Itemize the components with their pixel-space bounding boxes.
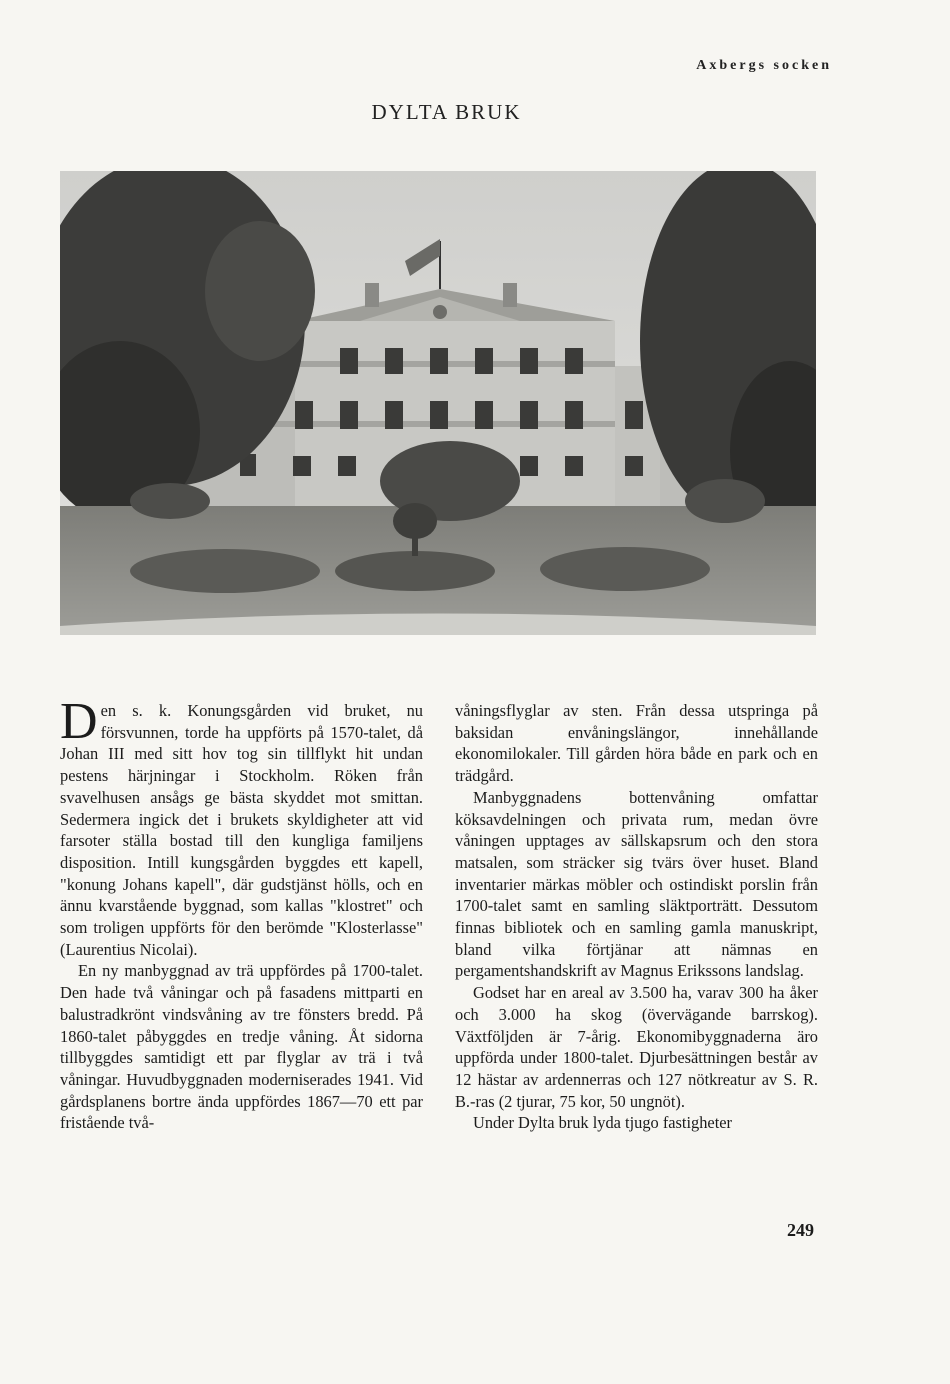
page-number: 249 bbox=[787, 1220, 814, 1240]
left-paragraph-1 bbox=[60, 693, 423, 960]
right-paragraph-4: Under Dylta bruk lyda tjugo fastigheter bbox=[473, 1113, 732, 1133]
left-paragraph-2: En ny manbyggnad av trä uppfördes på 1700-talet. Den hade två våningar och på fasadens mittparti en balustradkrönt vindsvåning av tre fönsters bredd. På 1860-talet påbyggdes en tredje våning. Åt sidorna tillbyggdes samtidigt ett par flyglar av trä i två våningar. Huvudbyggnaden moderniserades 1941. Vid gårdsplanens bortre ända uppfördes 1867—70 ett par fristående två- bbox=[60, 961, 423, 1133]
manor-house-photo bbox=[60, 171, 816, 635]
photo-illustration bbox=[60, 171, 816, 635]
left-column bbox=[60, 693, 423, 1134]
right-paragraph-2: Manbyggnadens bottenvåning omfattar köksavdelningen och privata rum, medan övre våningen upptages av sällskapsrum och den stora matsalen, som sträcker sig tvärs över huset. Bland inventarier märkas möbler och ostindiskt porslin från 1700-talet samt en samling släktporträtt. Dessutom finnas bibliotek och en samling gamla manuskript, bland vilka förtjänar att nämnas en pergamentshandskrift av Magnus Erikssons landslag. bbox=[455, 787, 818, 981]
running-head: Axbergs socken bbox=[696, 58, 832, 73]
right-paragraph-3: Godset har en areal av 3.500 ha, varav 300 ha åker och 3.000 ha skog (övervägande barrskog). Växtföljden är 7-årig. Ekonomibyggnaderna äro uppförda under 1800-talet. Djurbesättningen består av 12 hästar av ardennerras och 127 nötkreatur av S. R. B.-ras (2 tjurar, 75 kor, 50 ungnöt). bbox=[455, 983, 818, 1111]
drop-cap: D bbox=[60, 693, 98, 750]
right-paragraph-1: våningsflyglar av sten. Från dessa utspringa på baksidan envåningslängor, innehållande ekonomilokaler. Till gården höra både en park och en trädgård. bbox=[455, 701, 818, 786]
page-title: DYLTA BRUK bbox=[371, 100, 522, 124]
left-paragraph-1-text: en s. k. Konungsgården vid bruket, nu försvunnen, torde ha uppförts på 1570-talet, då Johan III med sitt hov tog sin tillflykt hit undan pestens härjningar i Stockholm. Röken från svavelhusen ansågs ge bästa skyddet mot smittan. Sedermera ingick det i brukets skyldigheter att vid farsoter ställa bostad till den kungliga familjens disposition. Intill kungsgården byggdes ett kapell, "konung Johans kapell", där gudstjänst hölls, och en ännu kvarstående byggnad, som kallas "klostret" och som troligen uppförts för den berömde "Klosterlasse" (Laurentius Nicolai). bbox=[60, 701, 423, 959]
right-column bbox=[455, 700, 818, 1134]
